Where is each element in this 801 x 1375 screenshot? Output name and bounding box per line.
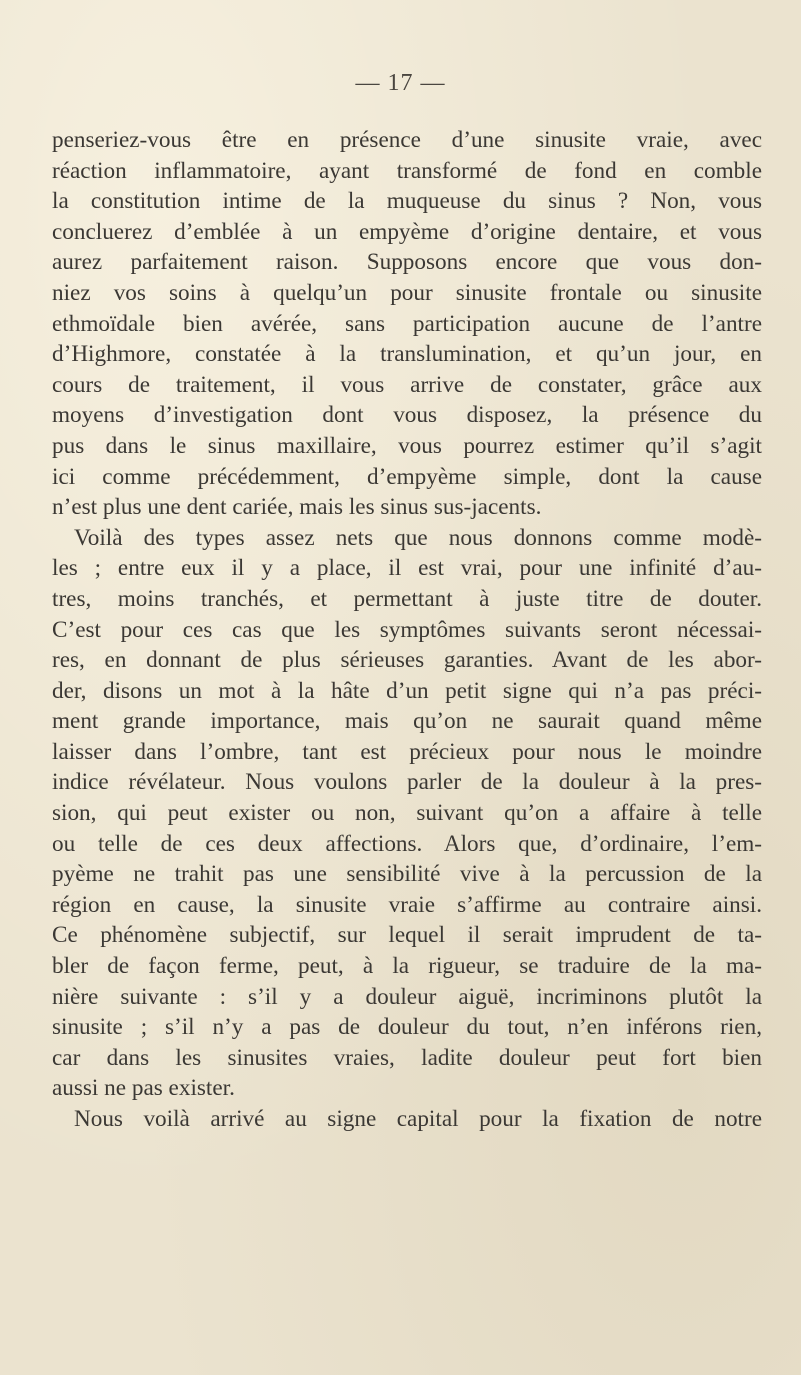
text-line: ici comme précédemment, d’empyème simple, dont la cause — [52, 463, 762, 490]
text-line: aussi ne pas exister. — [52, 1075, 235, 1102]
text-line: les ; entre eux il y a place, il est vrai, pour une infinité d’au- — [52, 555, 762, 582]
text-line: ou telle de ces deux affections. Alors que, d’ordinaire, l’em- — [52, 830, 762, 857]
text-line: Nous voilà arrivé au signe capital pour la fixation de notre — [74, 1106, 762, 1132]
text-line: n’est plus une dent cariée, mais les sinus sus-jacents. — [52, 494, 542, 521]
text-line: ethmoïdale bien avérée, sans participation aucune de l’antre — [52, 310, 762, 337]
text-line: concluerez d’emblée à un empyème d’origine dentaire, et vous — [52, 218, 762, 245]
text-line: moyens d’investigation dont vous disposez, la présence du — [52, 402, 762, 429]
text-line: d’Highmore, constatée à la translumination, et qu’un jour, en — [52, 341, 762, 368]
text-line: C’est pour ces cas que les symptômes suivants seront nécessai- — [52, 616, 762, 643]
text-line: res, en donnant de plus sérieuses garanties. Avant de les abor- — [52, 647, 762, 674]
text-line: penseriez-vous être en présence d’une sinusite vraie, avec — [52, 127, 762, 153]
text-line: région en cause, la sinusite vraie s’affirme au contraire ainsi. — [52, 891, 762, 918]
text-line: Voilà des types assez nets que nous donnons comme modè- — [74, 524, 762, 551]
text-line: bler de façon ferme, peut, à la rigueur, se traduire de la ma- — [52, 953, 762, 980]
text-line: ment grande importance, mais qu’on ne saurait quand même — [52, 708, 762, 735]
text-line: cours de traitement, il vous arrive de constater, grâce aux — [52, 371, 762, 398]
text-line: niez vos soins à quelqu’un pour sinusite frontale ou sinusite — [52, 279, 762, 306]
text-line: indice révélateur. Nous voulons parler de la douleur à la pres- — [52, 769, 762, 796]
text-line: aurez parfaitement raison. Supposons encore que vous don- — [52, 249, 762, 276]
text-line: pyème ne trahit pas une sensibilité vive à la percussion de la — [52, 861, 762, 888]
text-line: sinusite ; s’il n’y a pas de douleur du tout, n’en inférons rien, — [52, 1014, 762, 1041]
text-line: nière suivante : s’il y a douleur aiguë, incriminons plutôt la — [52, 983, 762, 1010]
text-line: car dans les sinusites vraies, ladite douleur peut fort bien — [52, 1044, 762, 1071]
text-line: der, disons un mot à la hâte d’un petit signe qui n’a pas préci- — [52, 677, 762, 704]
page-number: — 17 — — [355, 70, 446, 96]
text-line: réaction inflammatoire, ayant transformé de fond en comble — [52, 157, 762, 184]
text-line: Ce phénomène subjectif, sur lequel il serait imprudent de ta- — [52, 922, 762, 949]
text-line: laisser dans l’ombre, tant est précieux pour nous le moindre — [52, 738, 762, 765]
text-line: pus dans le sinus maxillaire, vous pourrez estimer qu’il s’agit — [52, 432, 762, 459]
text-line: la constitution intime de la muqueuse du sinus ? Non, vous — [52, 188, 762, 215]
text-line: sion, qui peut exister ou non, suivant qu’on a affaire à telle — [52, 800, 762, 827]
text-line: tres, moins tranchés, et permettant à juste titre de douter. — [52, 585, 762, 612]
body-text — [52, 125, 762, 1135]
